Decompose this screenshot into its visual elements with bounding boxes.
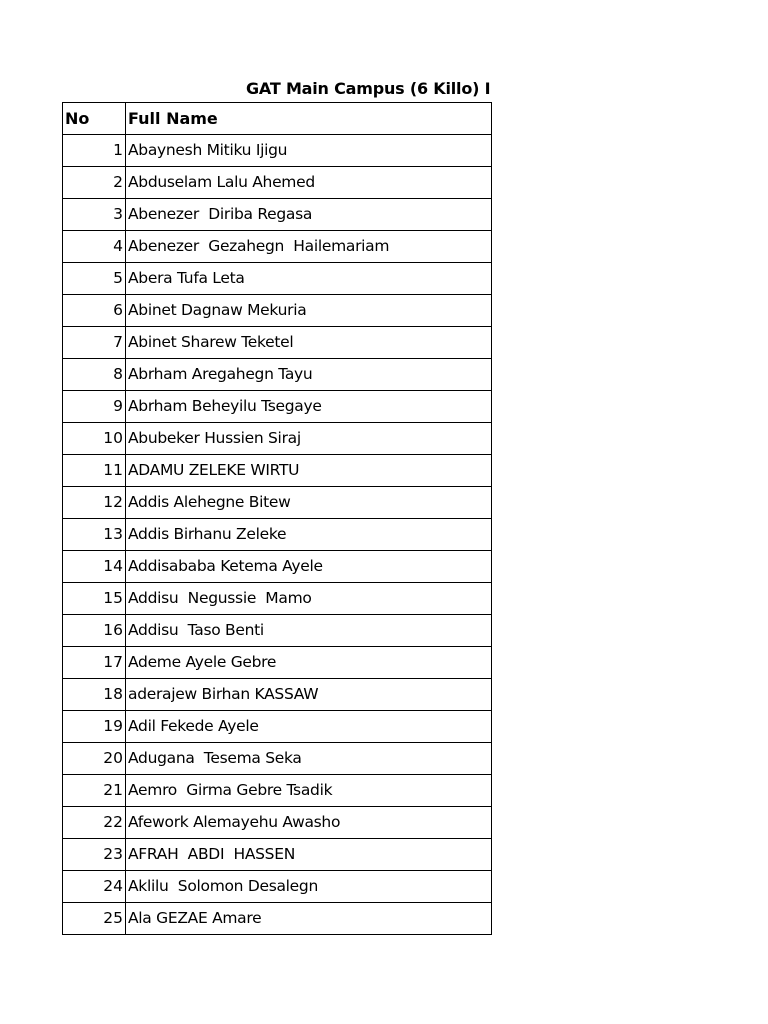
row-number: 6 bbox=[63, 295, 126, 327]
table-row bbox=[63, 455, 492, 487]
student-full-name: Ala GEZAE Amare bbox=[126, 903, 492, 935]
student-full-name: Aklilu Solomon Desalegn bbox=[126, 871, 492, 903]
table-row bbox=[63, 551, 492, 583]
table-row bbox=[63, 359, 492, 391]
student-full-name: aderajew Birhan KASSAW bbox=[126, 679, 492, 711]
table-row bbox=[63, 231, 492, 263]
table-header-row bbox=[63, 103, 492, 135]
table-row bbox=[63, 135, 492, 167]
row-number: 10 bbox=[63, 423, 126, 455]
student-full-name: Addisababa Ketema Ayele bbox=[126, 551, 492, 583]
row-number: 3 bbox=[63, 199, 126, 231]
student-full-name: Abrham Beheyilu Tsegaye bbox=[126, 391, 492, 423]
table-body bbox=[63, 135, 492, 935]
table-row bbox=[63, 743, 492, 775]
student-full-name: Adugana Tesema Seka bbox=[126, 743, 492, 775]
table-row bbox=[63, 295, 492, 327]
table-row bbox=[63, 615, 492, 647]
row-number: 4 bbox=[63, 231, 126, 263]
row-number: 22 bbox=[63, 807, 126, 839]
student-full-name: Addis Birhanu Zeleke bbox=[126, 519, 492, 551]
row-number: 2 bbox=[63, 167, 126, 199]
student-full-name: Addis Alehegne Bitew bbox=[126, 487, 492, 519]
column-header-full-name: Full Name bbox=[126, 103, 492, 135]
row-number: 12 bbox=[63, 487, 126, 519]
row-number: 5 bbox=[63, 263, 126, 295]
table-row bbox=[63, 423, 492, 455]
row-number: 8 bbox=[63, 359, 126, 391]
column-header-no: No bbox=[63, 103, 126, 135]
student-roster-table bbox=[62, 102, 492, 935]
table-row bbox=[63, 519, 492, 551]
student-full-name: Addisu Negussie Mamo bbox=[126, 583, 492, 615]
student-full-name: Afework Alemayehu Awasho bbox=[126, 807, 492, 839]
row-number: 1 bbox=[63, 135, 126, 167]
row-number: 13 bbox=[63, 519, 126, 551]
table-row bbox=[63, 391, 492, 423]
table-row bbox=[63, 807, 492, 839]
table-row bbox=[63, 679, 492, 711]
table-row bbox=[63, 903, 492, 935]
row-number: 25 bbox=[63, 903, 126, 935]
table-row bbox=[63, 199, 492, 231]
student-full-name: Abduselam Lalu Ahemed bbox=[126, 167, 492, 199]
student-full-name: AFRAH ABDI HASSEN bbox=[126, 839, 492, 871]
row-number: 18 bbox=[63, 679, 126, 711]
student-full-name: Abrham Aregahegn Tayu bbox=[126, 359, 492, 391]
row-number: 24 bbox=[63, 871, 126, 903]
row-number: 17 bbox=[63, 647, 126, 679]
student-full-name: Abinet Sharew Teketel bbox=[126, 327, 492, 359]
student-full-name: Abaynesh Mitiku Ijigu bbox=[126, 135, 492, 167]
row-number: 16 bbox=[63, 615, 126, 647]
table-row bbox=[63, 871, 492, 903]
row-number: 20 bbox=[63, 743, 126, 775]
student-full-name: Abera Tufa Leta bbox=[126, 263, 492, 295]
student-full-name: Ademe Ayele Gebre bbox=[126, 647, 492, 679]
student-full-name: Addisu Taso Benti bbox=[126, 615, 492, 647]
row-number: 19 bbox=[63, 711, 126, 743]
table-row bbox=[63, 583, 492, 615]
row-number: 7 bbox=[63, 327, 126, 359]
row-number: 23 bbox=[63, 839, 126, 871]
row-number: 9 bbox=[63, 391, 126, 423]
row-number: 14 bbox=[63, 551, 126, 583]
table-row bbox=[63, 263, 492, 295]
student-full-name: Adil Fekede Ayele bbox=[126, 711, 492, 743]
table-row bbox=[63, 487, 492, 519]
table-row bbox=[63, 839, 492, 871]
student-full-name: Abenezer Diriba Regasa bbox=[126, 199, 492, 231]
student-full-name: Abubeker Hussien Siraj bbox=[126, 423, 492, 455]
table-row bbox=[63, 167, 492, 199]
student-full-name: ADAMU ZELEKE WIRTU bbox=[126, 455, 492, 487]
student-full-name: Abenezer Gezahegn Hailemariam bbox=[126, 231, 492, 263]
student-full-name: Abinet Dagnaw Mekuria bbox=[126, 295, 492, 327]
table-row bbox=[63, 327, 492, 359]
row-number: 15 bbox=[63, 583, 126, 615]
table-row bbox=[63, 647, 492, 679]
document-title: GAT Main Campus (6 Killo) I bbox=[246, 79, 491, 98]
table-row bbox=[63, 711, 492, 743]
table-row bbox=[63, 775, 492, 807]
row-number: 11 bbox=[63, 455, 126, 487]
row-number: 21 bbox=[63, 775, 126, 807]
student-full-name: Aemro Girma Gebre Tsadik bbox=[126, 775, 492, 807]
